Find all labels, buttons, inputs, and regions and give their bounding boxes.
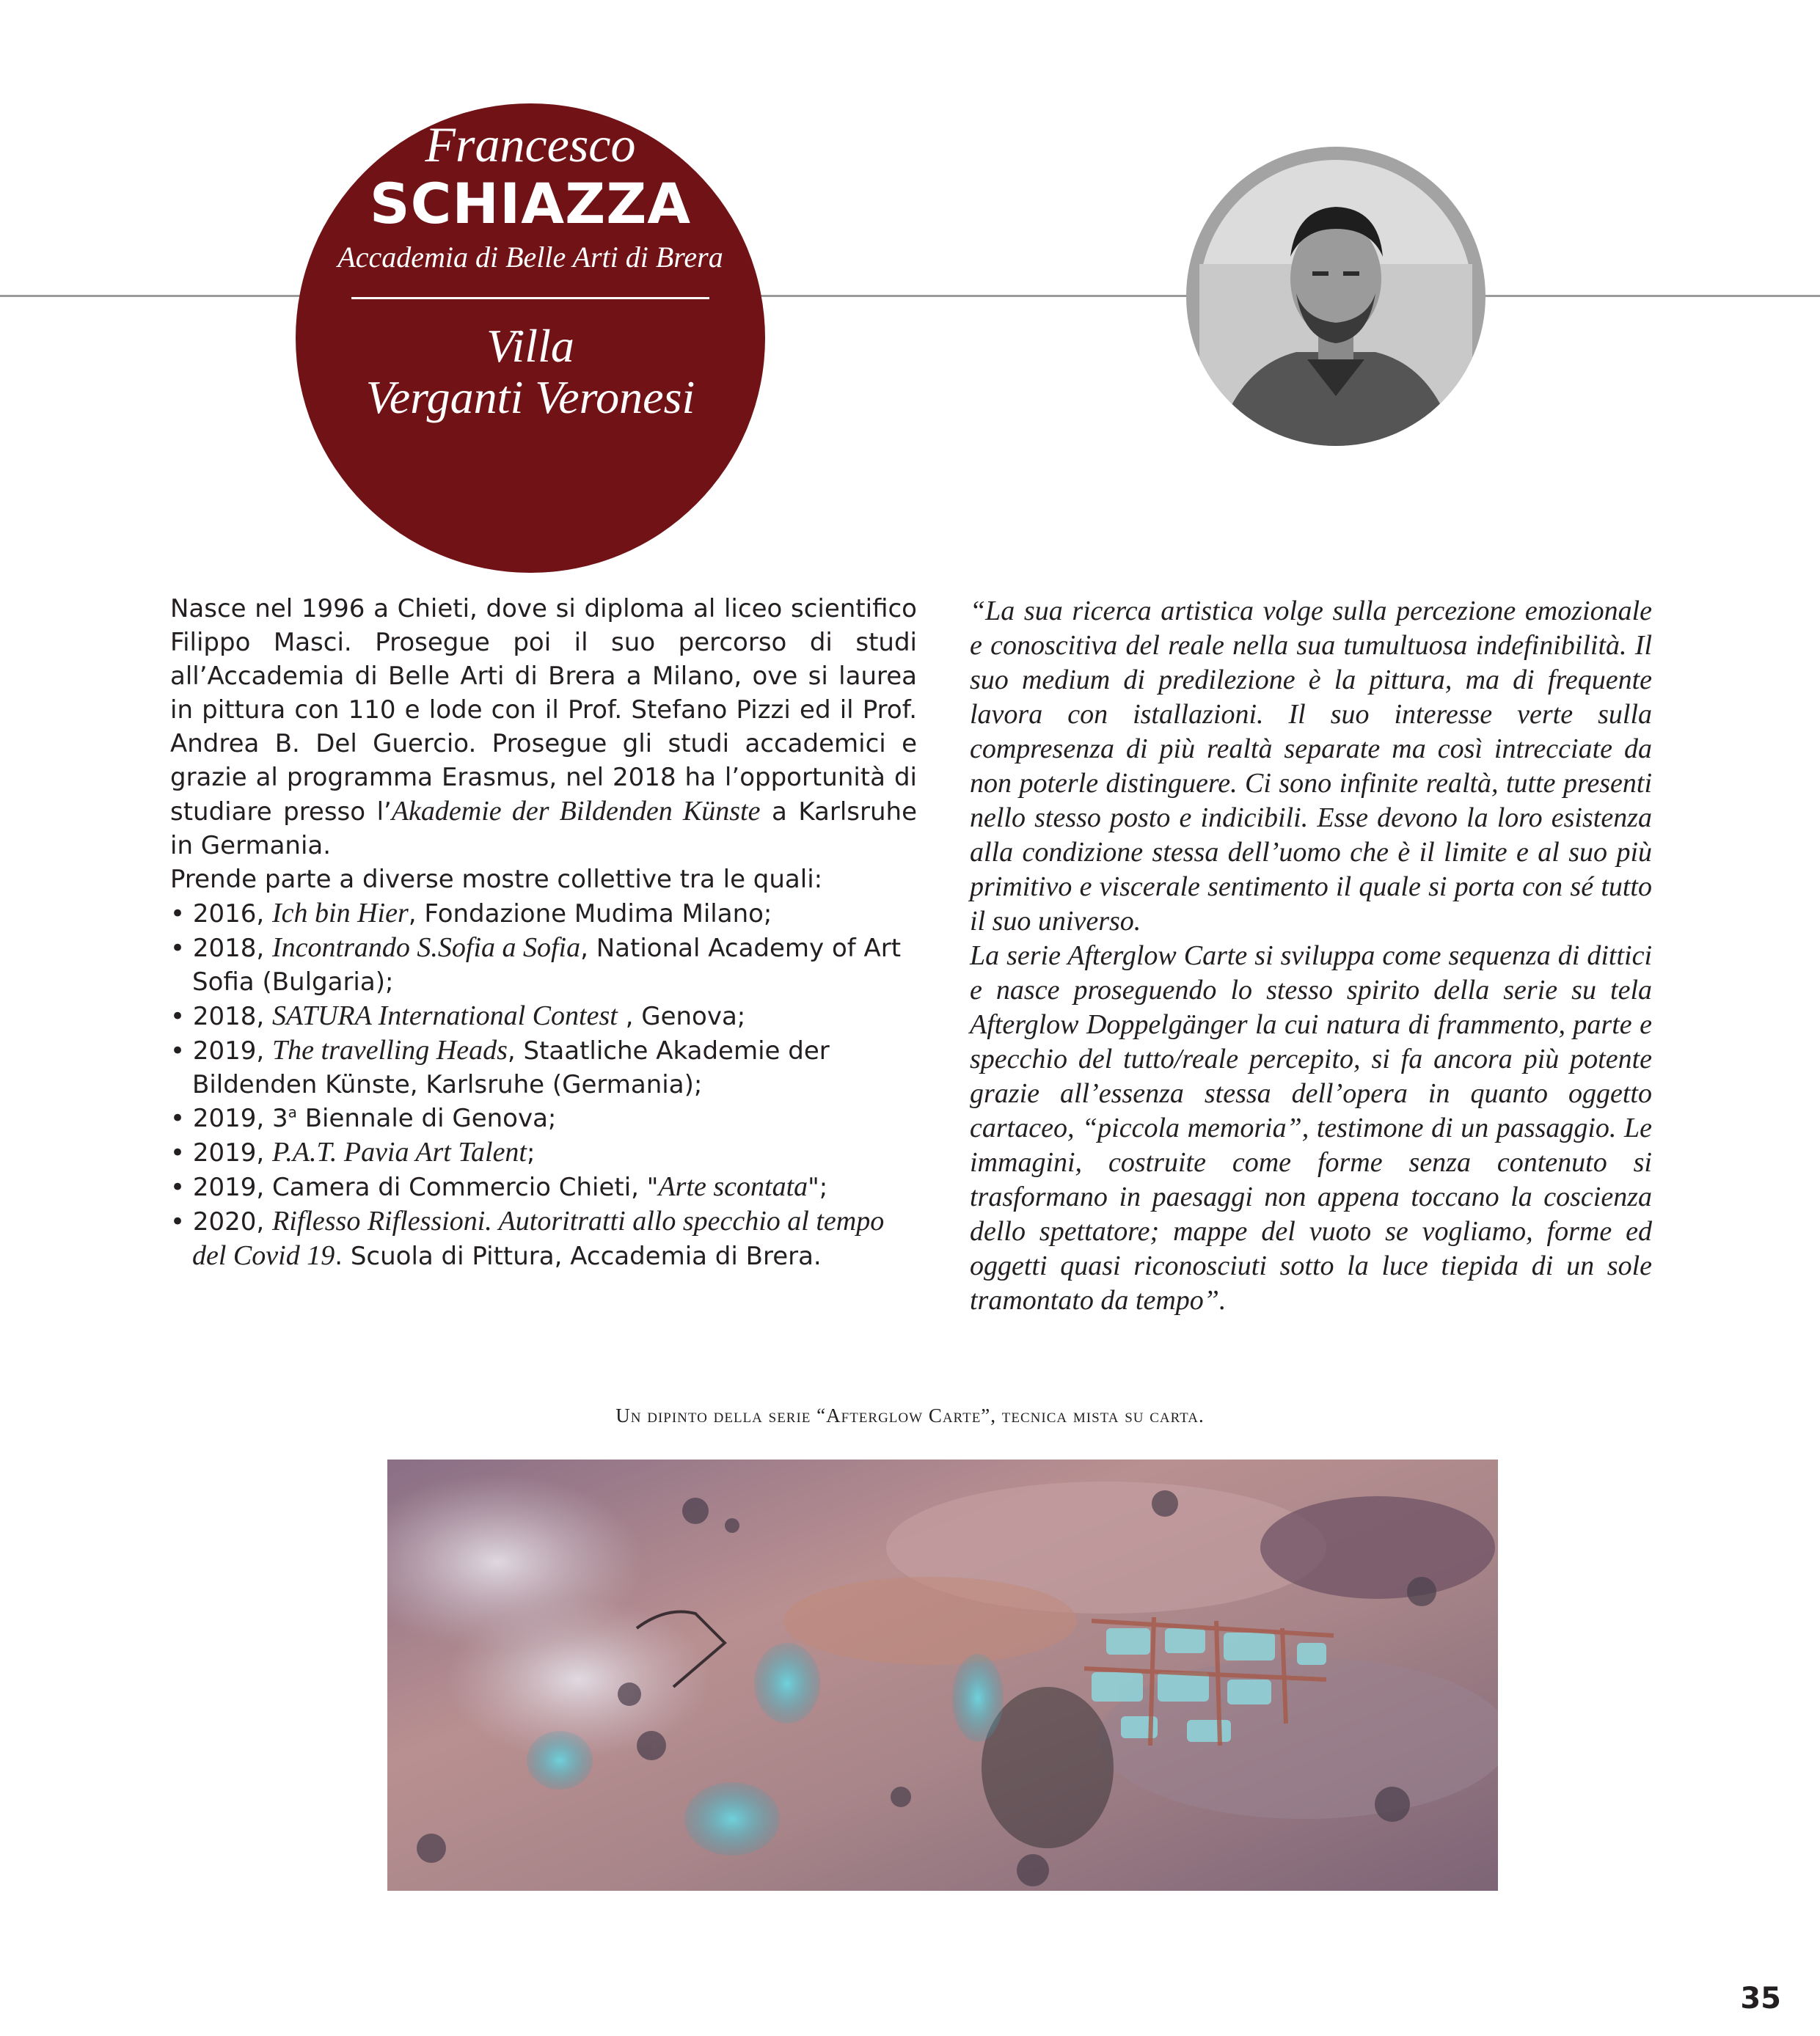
- artist-biography: [170, 592, 917, 1273]
- artist-first-name: Francesco: [425, 117, 636, 172]
- exhibition-item: • 2016, Ich bin Hier, Fondazione Mudima Milano;: [170, 898, 772, 929]
- badge-divider: [351, 297, 709, 299]
- artist-badge: [296, 103, 765, 573]
- bio-paragraph: Nasce nel 1996 a Chieti, dove si diploma al liceo scientifico Filippo Masci. Prosegue poi il suo percorso di studi all’Accademia di Belle Arti di Brera a Milano, ove si laurea in pittura con 110 e lode con il Prof. Stefano Pizzi ed il Prof. Andrea B. Del Guercio. Prosegue gli studi accademici e grazie al programma Erasmus, nel 2018 ha l’opportunità di studiare presso l’Akademie der Bildenden Künste a Karlsruhe in Germania.: [170, 594, 918, 860]
- exhibition-item: • 2018, SATURA International Contest , Genova;: [170, 1000, 746, 1031]
- exhibition-list: [170, 896, 917, 1273]
- artist-last-name: SCHIAZZA: [369, 171, 692, 236]
- statement-paragraph-2: La serie Afterglow Carte si sviluppa come sequenza di dittici e nasce proseguendo lo stesso spirito della serie su tela Afterglow Doppelgänger la cui natura di frammento, parte e specchio del tutto/reale percepito, si fa ancora più potente grazie all’essenza stessa dell’opera in quanto oggetto cartaceo, “piccola memoria”, testimone di un passaggio. Le immagini, costruite come forme senza contenuto si trasformano in paesaggi non appena toccano la coscienza dello spettatore; mappe del vuoto se vogliamo, forme ed oggetti quasi riconosciuti sotto la luce tiepida di un sole tramontato da tempo”.: [970, 940, 1652, 1316]
- exhibitions-intro: Prende parte a diverse mostre collettive tra le quali:: [170, 865, 823, 894]
- artist-school: Accademia di Belle Arti di Brera: [337, 241, 723, 274]
- exhibition-item: • 2019, The travelling Heads, Staatliche Akademie der Bildenden Künste, Karlsruhe (Germania);: [170, 1035, 830, 1099]
- exhibition-item: • 2019, P.A.T. Pavia Art Talent;: [170, 1137, 536, 1168]
- venue-name: Villa Verganti Veronesi: [365, 320, 695, 423]
- artwork-image: [387, 1460, 1498, 1891]
- exhibition-item: • 2019, 3$^a$ Biennale di Genova;: [170, 1103, 557, 1133]
- exhibition-item: • 2018, Incontrando S.Sofia a Sofia, National Academy of Art Sofia (Bulgaria);: [170, 932, 902, 997]
- header-rule: [0, 295, 1820, 297]
- statement-paragraph-1: “La sua ricerca artistica volge sulla percezione emozionale e conoscitiva del reale nella sua tumultuosa indefinibilità. Il suo medium di predilezione è la pittura, ma di frequente lavora con istallazioni. Il suo interesse verte sulla compresenza di più realtà separate ma così intrecciate da non poterle distinguere. Ci sono infinite realtà, tutte presenti nello stesso posto e indicibili. Esse devono la loro esistenza alla condizione stessa dell’uomo che è il limite e al suo più primitivo e viscerale sentimento il quale si porta con sé tutto il suo universo.: [970, 596, 1652, 937]
- exhibition-item: • 2020, Riflesso Riflessioni. Autoritratti allo specchio al tempo del Covid 19. Scuola di Pittura, Accademia di Brera.: [170, 1206, 885, 1271]
- artist-portrait: [1186, 147, 1485, 446]
- page-number: 35: [1740, 1982, 1781, 2015]
- exhibition-item: • 2019, Camera di Commercio Chieti, "Arte scontata";: [170, 1171, 828, 1202]
- artwork-caption: Un dipinto della serie “Afterglow Carte”, tecnica mista su carta.: [615, 1405, 1205, 1427]
- critical-statement: [970, 594, 1652, 1318]
